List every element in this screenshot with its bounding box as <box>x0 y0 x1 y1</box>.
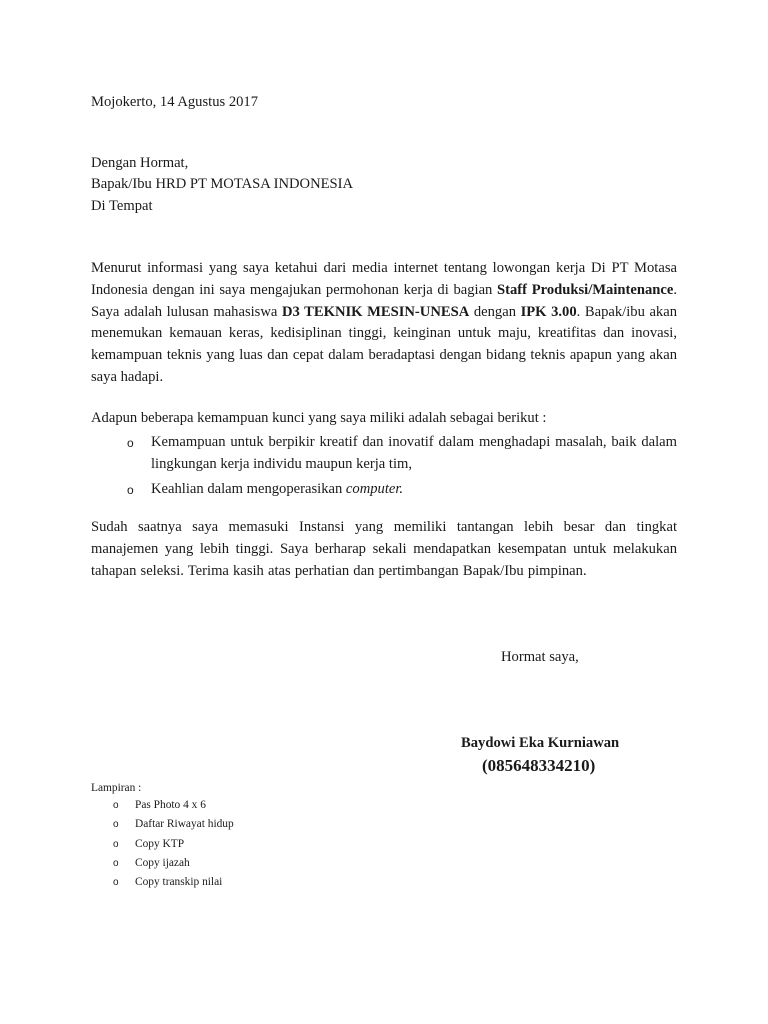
attachments-list <box>113 796 413 892</box>
list-item <box>113 873 413 892</box>
signer-name: Baydowi Eka Kurniawan <box>461 735 620 751</box>
attachment-text: Pas Photo 4 x 6 <box>135 799 206 811</box>
skill-text: Keahlian dalam mengoperasikan <box>151 481 346 497</box>
bullet-icon: o <box>113 877 119 889</box>
skills-list <box>127 431 677 500</box>
attachment-text: Copy transkip nilai <box>135 876 223 889</box>
list-item <box>113 854 413 873</box>
gpa: IPK 3.00 <box>520 303 577 320</box>
intro-text-2: . Saya adalah lulusan mahasiswa <box>91 281 677 320</box>
list-item <box>127 478 677 500</box>
bullet-icon: o <box>127 483 134 497</box>
list-item <box>113 815 413 834</box>
recipient-location: Di Tempat <box>91 198 153 214</box>
skill-text: Kemampuan untuk berpikir kreatif dan inovatif dalam menghadapi masalah, baik dalam lingkungan kerja individu maupun kerja tim, <box>151 434 677 472</box>
attachment-text: Copy ijazah <box>135 856 190 869</box>
intro-text-4: . Bapak/ibu akan menemukan kemauan keras, kedisiplinan tinggi, keinginan untuk maju, kreatifitas dan inovasi, kemampuan teknis yang luas dan cepat dalam beradaptasi dengan bidang teknis apapun yang akan saya hadapi. <box>91 303 677 385</box>
place-date: Mojokerto, 14 Agustus 2017 <box>91 94 259 110</box>
signer-phone: (085648334210) <box>482 756 596 775</box>
intro-paragraph <box>91 258 677 389</box>
list-item <box>113 835 413 854</box>
applied-position: Staff Produksi/Maintenance <box>497 281 674 298</box>
bullet-icon: o <box>127 436 134 450</box>
recipient: Bapak/Ibu HRD PT MOTASA INDONESIA <box>91 176 354 192</box>
list-item <box>127 431 677 475</box>
attachment-text: Copy KTP <box>135 837 185 850</box>
intro-text-1: Menurut informasi yang saya ketahui dari media internet tentang lowongan kerja Di PT Motasa Indonesia dengan ini saya mengajukan permohonan kerja di bagian <box>91 260 677 298</box>
attachment-text: Daftar Riwayat hidup <box>135 818 234 831</box>
skill-italic-text: computer. <box>345 481 404 497</box>
bullet-icon: o <box>113 857 119 869</box>
skills-intro: Adapun beberapa kemampuan kunci yang saya miliki adalah sebagai berikut : <box>91 410 547 426</box>
attachments-label: Lampiran : <box>91 782 142 794</box>
closing-salutation: Hormat saya, <box>501 649 579 665</box>
bullet-icon: o <box>113 800 119 811</box>
education: D3 TEKNIK MESIN-UNESA <box>281 303 470 320</box>
closing-paragraph: Sudah saatnya saya memasuki Instansi yang memiliki tantangan lebih besar dan tingkat manajemen yang lebih tinggi. Saya berharap sekali mendapatkan kesempatan untuk melakukan tahapan seleksi. Terima kasih atas perhatian dan pertimbangan Bapak/Ibu pimpinan. <box>91 519 677 579</box>
bullet-icon: o <box>113 838 119 850</box>
bullet-icon: o <box>113 819 119 831</box>
greeting: Dengan Hormat, <box>91 155 189 171</box>
intro-text-3: dengan <box>469 303 521 320</box>
list-item <box>113 796 413 815</box>
